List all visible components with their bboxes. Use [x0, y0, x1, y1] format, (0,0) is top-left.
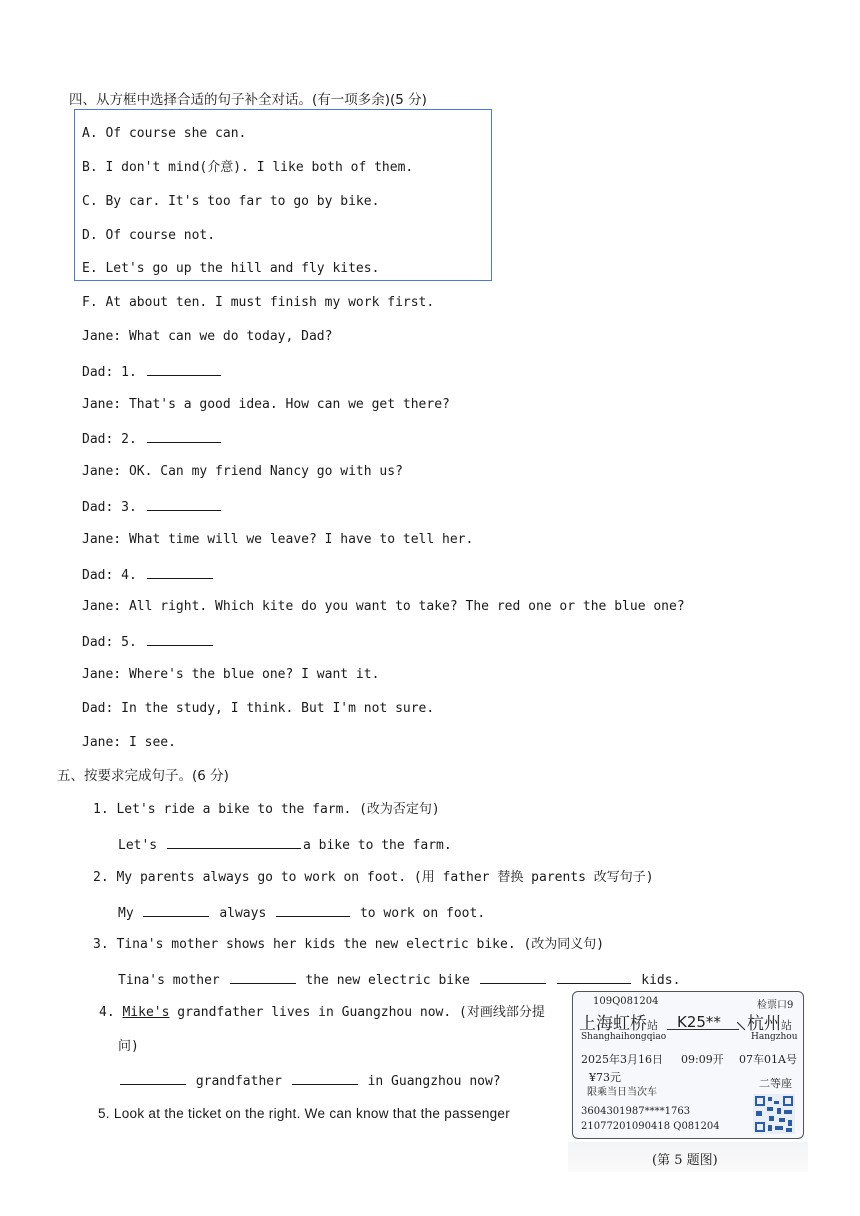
to-pinyin: Hangzhou	[751, 1032, 798, 1042]
question-5-prompt: 5. Look at the ticket on the right. We can know that the passenger	[98, 1106, 511, 1121]
dialogue-line	[82, 497, 223, 517]
ticket-serial: 21077201090418 Q081204	[581, 1121, 720, 1132]
ticket-id: 3604301987****1763	[581, 1106, 691, 1117]
ticket-note: 限乘当日当次车	[587, 1087, 657, 1098]
answer-blank-5[interactable]	[147, 632, 213, 646]
answer-text: to work on foot.	[359, 906, 486, 921]
dialogue-line	[82, 429, 223, 449]
question-3-prompt: 3. Tina's mother shows her kids the new electric bike. (改为同义句)	[93, 937, 605, 952]
dialogue-line	[82, 565, 215, 585]
dialogue-speaker: Dad: 4.	[82, 568, 137, 583]
answer-text: Tina's mother	[118, 973, 220, 988]
answer-text: Let's	[118, 838, 158, 853]
answer-text: kids.	[641, 973, 681, 988]
dialogue-line	[82, 632, 215, 652]
option-c: C. By car. It's too far to go by bike.	[82, 194, 380, 209]
answer-text: a bike to the farm.	[302, 838, 452, 853]
dialogue-line: Jane: OK. Can my friend Nancy go with us?	[82, 464, 403, 479]
option-b: B. I don't mind(介意). I like both of them.	[82, 160, 414, 175]
station-suffix: 站	[647, 1019, 658, 1032]
ticket-seat: 07车01A号	[739, 1053, 797, 1066]
dialogue-speaker: Dad: 5.	[82, 635, 137, 650]
answer-blank-2[interactable]	[147, 429, 221, 443]
underlined-word: Mike's	[122, 1005, 170, 1020]
dialogue-line: Dad: In the study, I think. But I'm not sure.	[82, 701, 435, 716]
ticket-to	[747, 1009, 792, 1034]
answer-text: the new electric bike	[305, 973, 470, 988]
answer-text: grandfather	[195, 1074, 282, 1089]
answer-text: My	[118, 906, 134, 921]
dialogue-speaker: Dad: 3.	[82, 500, 137, 515]
dialogue-speaker: Dad: 2.	[82, 432, 137, 447]
option-d: D. Of course not.	[82, 228, 216, 243]
dialogue-line: Jane: All right. Which kite do you want to take? The red one or the blue one?	[82, 599, 685, 614]
answer-blank-3[interactable]	[147, 497, 221, 511]
train-number: K25**	[677, 1013, 721, 1031]
option-a: A. Of course she can.	[82, 126, 247, 141]
answer-blank[interactable]	[480, 970, 546, 984]
dialogue-line: Jane: Where's the blue one? I want it.	[82, 667, 380, 682]
ticket-from	[579, 1009, 658, 1034]
question-4-prompt	[99, 1004, 545, 1022]
dialogue-line: Jane: What can we do today, Dad?	[82, 329, 333, 344]
train-arrow-line	[667, 1029, 739, 1030]
answer-text: always	[219, 906, 267, 921]
option-e: E. Let's go up the hill and fly kites.	[82, 261, 380, 276]
question-3-answer	[118, 970, 680, 990]
answer-blank[interactable]	[120, 1071, 186, 1085]
dialogue-line: Jane: I see.	[82, 735, 176, 750]
option-f: F. At about ten. I must finish my work first.	[82, 295, 435, 310]
ticket-time: 09:09开	[681, 1053, 724, 1066]
qr-code-icon	[753, 1094, 795, 1134]
question-number: 4.	[99, 1005, 115, 1020]
section-4-title: 四、从方框中选择合适的句子补全对话。(有一项多余)(5 分)	[69, 92, 427, 108]
question-2-prompt: 2. My parents always go to work on foot. (用 father 替换 parents 改写句子)	[93, 870, 654, 885]
to-station: 杭州	[747, 1014, 781, 1034]
answer-blank-1[interactable]	[147, 362, 221, 376]
answer-blank[interactable]	[292, 1071, 358, 1085]
answer-blank-4[interactable]	[147, 565, 213, 579]
question-1-answer	[118, 835, 452, 855]
ticket-code: 109Q081204	[593, 996, 659, 1007]
ticket-caption: (第 5 题图)	[652, 1153, 718, 1168]
dialogue-line	[82, 362, 223, 382]
question-1-prompt: 1. Let's ride a bike to the farm. (改为否定句)	[93, 802, 440, 817]
train-ticket-image	[572, 991, 804, 1139]
ticket-date: 2025年3月16日	[581, 1053, 663, 1066]
dialogue-speaker: Dad: 1.	[82, 365, 137, 380]
answer-blank[interactable]	[557, 970, 631, 984]
from-station: 上海虹桥	[579, 1014, 647, 1034]
question-2-answer	[118, 903, 485, 923]
ticket-price: ¥73元	[589, 1071, 621, 1084]
question-4-prompt-cont: 问)	[118, 1039, 139, 1054]
answer-blank[interactable]	[276, 903, 350, 917]
station-suffix: 站	[781, 1019, 792, 1032]
from-pinyin: Shanghaihongqiao	[581, 1032, 667, 1042]
answer-blank[interactable]	[230, 970, 296, 984]
question-4-answer	[118, 1071, 501, 1091]
section-5-title: 五、按要求完成句子。(6 分)	[57, 768, 229, 784]
dialogue-line: Jane: What time will we leave? I have to tell her.	[82, 532, 474, 547]
answer-text: in Guangzhou now?	[367, 1074, 501, 1089]
ticket-class: 二等座	[759, 1077, 792, 1090]
dialogue-line: Jane: That's a good idea. How can we get there?	[82, 397, 450, 412]
answer-blank[interactable]	[143, 903, 209, 917]
answer-blank[interactable]	[167, 835, 301, 849]
prompt-text: grandfather lives in Guangzhou now. (对画线部分提	[177, 1005, 545, 1020]
ticket-gate: 检票口9	[757, 1000, 794, 1011]
